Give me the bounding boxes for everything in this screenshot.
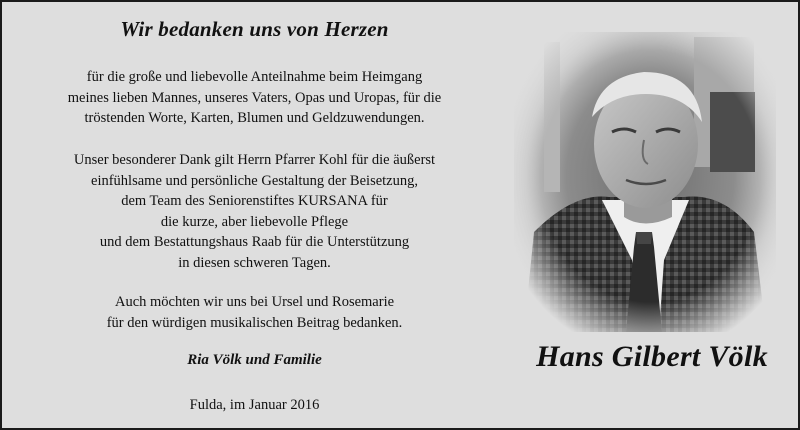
deceased-name: Hans Gilbert Völk [536, 340, 768, 373]
family-signature: Ria Völk und Familie [187, 352, 322, 368]
text-line: und dem Bestattungshaus Raab für die Unterstützung [99, 234, 410, 250]
text-column [2, 2, 507, 428]
paragraph-condolences [2, 67, 507, 129]
paragraph-special-thanks [2, 150, 507, 273]
text-line: für die große und liebevolle Anteilnahme beim Heimgang [86, 69, 423, 85]
text-line: Unser besonderer Dank gilt Herrn Pfarrer Kohl für die äußerst [73, 152, 436, 168]
portrait-photo [514, 32, 776, 332]
text-line: einfühlsame und persönliche Gestaltung der Beisetzung, [91, 172, 418, 189]
text-line: die kurze, aber liebevolle Pflege [160, 213, 349, 230]
text-line: meines lieben Mannes, unseres Vaters, Opas und Uropas, für die [67, 89, 442, 106]
paragraph-music-thanks [2, 292, 507, 333]
text-line: für den würdigen musikalischen Beitrag bedanken. [106, 314, 403, 331]
headline: Wir bedanken uns von Herzen [120, 17, 389, 41]
text-line: Auch möchten wir uns bei Ursel und Rosemarie [114, 294, 395, 310]
place-date: Fulda, im Januar 2016 [189, 397, 320, 413]
text-line: tröstenden Worte, Karten, Blumen und Geldzuwendungen. [84, 110, 425, 126]
text-line: dem Team des Seniorenstiftes KURSANA für [121, 193, 388, 209]
portrait-illustration [514, 32, 776, 332]
text-line: in diesen schweren Tagen. [178, 254, 331, 271]
